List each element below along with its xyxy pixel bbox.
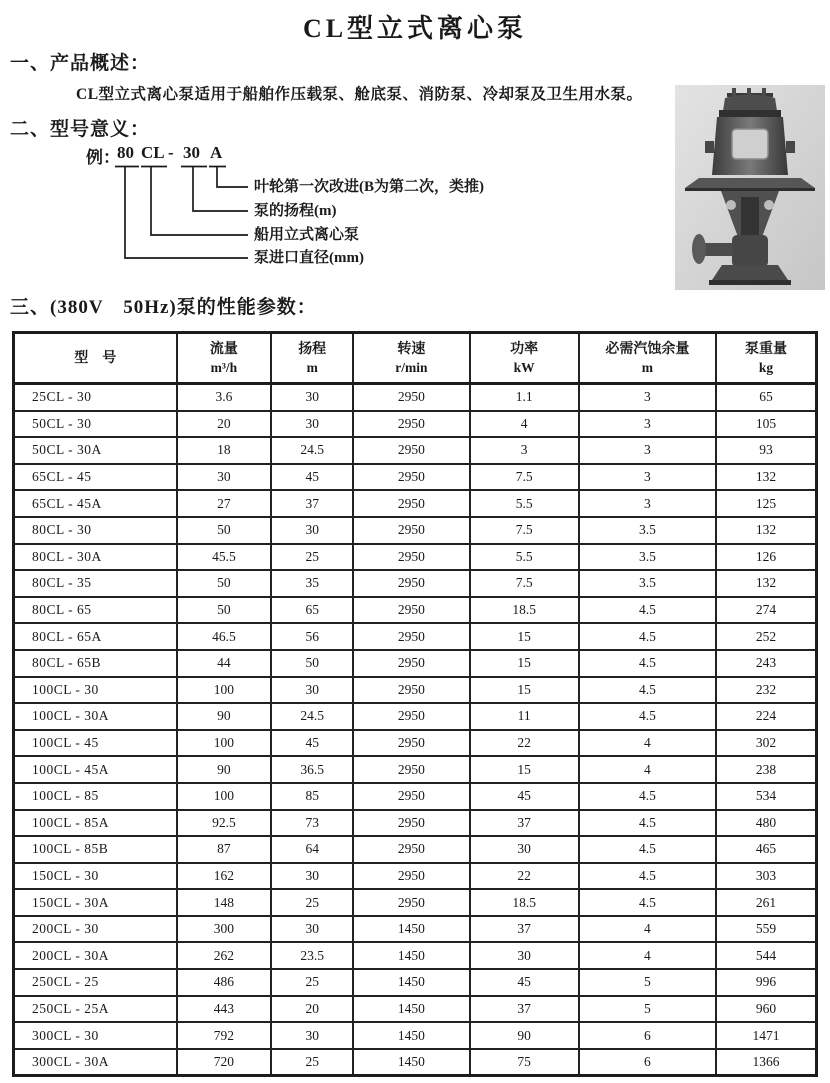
value-cell: 4 (579, 942, 716, 969)
value-cell: 18.5 (470, 597, 579, 624)
section-overview-heading: 一、产品概述： (10, 53, 151, 74)
value-cell: 36.5 (271, 756, 353, 783)
col-header-head: 扬程 m (271, 333, 353, 384)
model-cell: 80CL - 65B (14, 650, 177, 677)
table-row (14, 969, 817, 996)
model-cell: 100CL - 30A (14, 703, 177, 730)
table-row (14, 996, 817, 1023)
table-row (14, 916, 817, 943)
value-cell: 90 (177, 756, 272, 783)
value-cell: 4.5 (579, 863, 716, 890)
value-cell: 148 (177, 889, 272, 916)
value-cell: 2950 (353, 544, 469, 571)
value-cell: 480 (716, 810, 816, 837)
value-cell: 30 (271, 411, 353, 438)
value-cell: 93 (716, 437, 816, 464)
value-cell: 2950 (353, 437, 469, 464)
model-cell: 65CL - 45 (14, 464, 177, 491)
table-row (14, 650, 817, 677)
value-cell: 45 (271, 730, 353, 757)
example-code-variant: A (210, 143, 223, 162)
value-cell: 20 (177, 411, 272, 438)
model-cell: 80CL - 30A (14, 544, 177, 571)
value-cell: 2950 (353, 677, 469, 704)
value-cell: 22 (470, 863, 579, 890)
table-row (14, 730, 817, 757)
overview-paragraph: CL型立式离心泵适用于船舶作压载泵、舱底泵、消防泵、冷却泵及卫生用水泵。 (76, 86, 643, 103)
value-cell: 125 (716, 490, 816, 517)
model-cell: 200CL - 30 (14, 916, 177, 943)
value-cell: 4.5 (579, 703, 716, 730)
value-cell: 2950 (353, 597, 469, 624)
value-cell: 4.5 (579, 623, 716, 650)
model-cell: 80CL - 30 (14, 517, 177, 544)
table-row (14, 411, 817, 438)
value-cell: 65 (716, 384, 816, 411)
col-header-power: 功率 kW (470, 333, 579, 384)
value-cell: 2950 (353, 623, 469, 650)
value-cell: 4.5 (579, 597, 716, 624)
section-model-meaning-heading: 二、型号意义： (10, 119, 151, 140)
table-row (14, 517, 817, 544)
value-cell: 37 (271, 490, 353, 517)
value-cell: 37 (470, 810, 579, 837)
col-header-npsh: 必需汽蚀余量 m (579, 333, 716, 384)
model-cell: 200CL - 30A (14, 942, 177, 969)
value-cell: 5 (579, 969, 716, 996)
callout-impeller-improvement: 叶轮第一次改进(B为第二次，类推) (254, 179, 484, 195)
value-cell: 1450 (353, 969, 469, 996)
model-cell: 250CL - 25 (14, 969, 177, 996)
value-cell: 4.5 (579, 650, 716, 677)
value-cell: 25 (271, 544, 353, 571)
example-code-size: 80 (117, 143, 134, 162)
value-cell: 162 (177, 863, 272, 890)
value-cell: 544 (716, 942, 816, 969)
value-cell: 7.5 (470, 464, 579, 491)
value-cell: 465 (716, 836, 816, 863)
table-row (14, 597, 817, 624)
value-cell: 100 (177, 783, 272, 810)
table-row (14, 677, 817, 704)
value-cell: 4 (579, 916, 716, 943)
model-cell: 25CL - 30 (14, 384, 177, 411)
value-cell: 85 (271, 783, 353, 810)
value-cell: 15 (470, 677, 579, 704)
col-header-weight: 泵重量 kg (716, 333, 816, 384)
value-cell: 261 (716, 889, 816, 916)
example-code-head: 30 (183, 143, 200, 162)
value-cell: 232 (716, 677, 816, 704)
value-cell: 4 (579, 730, 716, 757)
pump-illustration (675, 85, 825, 290)
value-cell: 100 (177, 730, 272, 757)
value-cell: 2950 (353, 464, 469, 491)
value-cell: 75 (470, 1049, 579, 1076)
value-cell: 30 (271, 1022, 353, 1049)
model-cell: 100CL - 85 (14, 783, 177, 810)
value-cell: 50 (271, 650, 353, 677)
value-cell: 792 (177, 1022, 272, 1049)
table-row (14, 464, 817, 491)
value-cell: 2950 (353, 517, 469, 544)
value-cell: 27 (177, 490, 272, 517)
value-cell: 15 (470, 756, 579, 783)
col-header-flow: 流量 m³/h (177, 333, 272, 384)
col-header-speed: 转速 r/min (353, 333, 469, 384)
example-code-dash: - (168, 143, 174, 162)
table-row (14, 437, 817, 464)
value-cell: 1.1 (470, 384, 579, 411)
value-cell: 224 (716, 703, 816, 730)
value-cell: 24.5 (271, 703, 353, 730)
value-cell: 6 (579, 1022, 716, 1049)
model-cell: 50CL - 30 (14, 411, 177, 438)
value-cell: 23.5 (271, 942, 353, 969)
value-cell: 50 (177, 597, 272, 624)
value-cell: 30 (271, 677, 353, 704)
value-cell: 73 (271, 810, 353, 837)
value-cell: 3 (579, 490, 716, 517)
value-cell: 22 (470, 730, 579, 757)
value-cell: 3 (579, 411, 716, 438)
pump-photo (675, 85, 825, 290)
value-cell: 4.5 (579, 889, 716, 916)
model-cell: 50CL - 30A (14, 437, 177, 464)
value-cell: 45 (470, 783, 579, 810)
example-prefix: 例： (86, 148, 120, 167)
value-cell: 92.5 (177, 810, 272, 837)
value-cell: 20 (271, 996, 353, 1023)
value-cell: 2950 (353, 411, 469, 438)
value-cell: 18.5 (470, 889, 579, 916)
page-title: CL型立式离心泵 (302, 14, 528, 43)
value-cell: 90 (177, 703, 272, 730)
value-cell: 45.5 (177, 544, 272, 571)
value-cell: 303 (716, 863, 816, 890)
value-cell: 4.5 (579, 783, 716, 810)
example-code-type: CL (141, 143, 165, 162)
value-cell: 300 (177, 916, 272, 943)
value-cell: 486 (177, 969, 272, 996)
model-cell: 100CL - 30 (14, 677, 177, 704)
value-cell: 7.5 (470, 517, 579, 544)
value-cell: 2950 (353, 889, 469, 916)
table-row (14, 623, 817, 650)
value-cell: 132 (716, 570, 816, 597)
value-cell: 65 (271, 597, 353, 624)
value-cell: 1471 (716, 1022, 816, 1049)
value-cell: 30 (271, 863, 353, 890)
value-cell: 443 (177, 996, 272, 1023)
model-cell: 65CL - 45A (14, 490, 177, 517)
section-performance-heading: 三、(380V 50Hz)泵的性能参数： (10, 297, 317, 318)
callout-pump-type: 船用立式离心泵 (254, 227, 360, 243)
table-row (14, 703, 817, 730)
model-cell: 80CL - 35 (14, 570, 177, 597)
value-cell: 90 (470, 1022, 579, 1049)
value-cell: 3 (579, 464, 716, 491)
value-cell: 44 (177, 650, 272, 677)
performance-table (12, 331, 818, 1077)
value-cell: 2950 (353, 650, 469, 677)
model-cell: 150CL - 30 (14, 863, 177, 890)
model-cell: 300CL - 30 (14, 1022, 177, 1049)
value-cell: 15 (470, 623, 579, 650)
value-cell: 2950 (353, 384, 469, 411)
model-cell: 250CL - 25A (14, 996, 177, 1023)
value-cell: 559 (716, 916, 816, 943)
value-cell: 5 (579, 996, 716, 1023)
value-cell: 2950 (353, 730, 469, 757)
value-cell: 25 (271, 889, 353, 916)
value-cell: 2950 (353, 703, 469, 730)
value-cell: 56 (271, 623, 353, 650)
callout-inlet-diameter: 泵进口直径(mm) (254, 250, 364, 266)
value-cell: 2950 (353, 783, 469, 810)
value-cell: 4.5 (579, 677, 716, 704)
value-cell: 45 (470, 969, 579, 996)
value-cell: 126 (716, 544, 816, 571)
value-cell: 2950 (353, 810, 469, 837)
value-cell: 3 (579, 437, 716, 464)
value-cell: 1450 (353, 1049, 469, 1076)
value-cell: 4 (470, 411, 579, 438)
value-cell: 274 (716, 597, 816, 624)
value-cell: 50 (177, 517, 272, 544)
value-cell: 35 (271, 570, 353, 597)
value-cell: 37 (470, 996, 579, 1023)
model-cell: 100CL - 45A (14, 756, 177, 783)
table-row (14, 889, 817, 916)
value-cell: 4.5 (579, 836, 716, 863)
value-cell: 25 (271, 1049, 353, 1076)
table-row (14, 863, 817, 890)
value-cell: 1366 (716, 1049, 816, 1076)
value-cell: 1450 (353, 1022, 469, 1049)
table-header-row (14, 333, 817, 384)
value-cell: 105 (716, 411, 816, 438)
value-cell: 5.5 (470, 544, 579, 571)
value-cell: 996 (716, 969, 816, 996)
value-cell: 1450 (353, 996, 469, 1023)
value-cell: 30 (470, 942, 579, 969)
value-cell: 262 (177, 942, 272, 969)
model-cell: 150CL - 30A (14, 889, 177, 916)
value-cell: 87 (177, 836, 272, 863)
table-row (14, 942, 817, 969)
value-cell: 5.5 (470, 490, 579, 517)
value-cell: 37 (470, 916, 579, 943)
value-cell: 3 (470, 437, 579, 464)
value-cell: 2950 (353, 570, 469, 597)
value-cell: 4 (579, 756, 716, 783)
value-cell: 15 (470, 650, 579, 677)
table-row (14, 756, 817, 783)
value-cell: 25 (271, 969, 353, 996)
value-cell: 1450 (353, 942, 469, 969)
value-cell: 4.5 (579, 810, 716, 837)
model-cell: 300CL - 30A (14, 1049, 177, 1076)
value-cell: 2950 (353, 836, 469, 863)
value-cell: 64 (271, 836, 353, 863)
model-cell: 100CL - 45 (14, 730, 177, 757)
value-cell: 3.6 (177, 384, 272, 411)
value-cell: 18 (177, 437, 272, 464)
callout-pump-head: 泵的扬程(m) (254, 203, 337, 219)
value-cell: 2950 (353, 863, 469, 890)
value-cell: 50 (177, 570, 272, 597)
value-cell: 30 (271, 916, 353, 943)
model-cell: 100CL - 85B (14, 836, 177, 863)
value-cell: 960 (716, 996, 816, 1023)
value-cell: 11 (470, 703, 579, 730)
value-cell: 302 (716, 730, 816, 757)
table-row (14, 570, 817, 597)
value-cell: 238 (716, 756, 816, 783)
value-cell: 45 (271, 464, 353, 491)
value-cell: 100 (177, 677, 272, 704)
model-meaning-diagram (60, 143, 500, 275)
value-cell: 1450 (353, 916, 469, 943)
table-body (14, 384, 817, 1076)
value-cell: 720 (177, 1049, 272, 1076)
value-cell: 46.5 (177, 623, 272, 650)
table-row (14, 836, 817, 863)
table-row (14, 1049, 817, 1076)
value-cell: 2950 (353, 490, 469, 517)
value-cell: 30 (177, 464, 272, 491)
table-row (14, 810, 817, 837)
value-cell: 7.5 (470, 570, 579, 597)
value-cell: 3 (579, 384, 716, 411)
model-cell: 100CL - 85A (14, 810, 177, 837)
value-cell: 132 (716, 464, 816, 491)
value-cell: 30 (470, 836, 579, 863)
value-cell: 3.5 (579, 570, 716, 597)
value-cell: 252 (716, 623, 816, 650)
value-cell: 3.5 (579, 517, 716, 544)
value-cell: 24.5 (271, 437, 353, 464)
value-cell: 3.5 (579, 544, 716, 571)
value-cell: 30 (271, 517, 353, 544)
table-row (14, 490, 817, 517)
value-cell: 6 (579, 1049, 716, 1076)
value-cell: 132 (716, 517, 816, 544)
value-cell: 2950 (353, 756, 469, 783)
table-row (14, 1022, 817, 1049)
value-cell: 243 (716, 650, 816, 677)
model-cell: 80CL - 65 (14, 597, 177, 624)
col-header-model: 型 号 (14, 333, 177, 384)
value-cell: 534 (716, 783, 816, 810)
model-cell: 80CL - 65A (14, 623, 177, 650)
table-row (14, 384, 817, 411)
table-row (14, 544, 817, 571)
table-row (14, 783, 817, 810)
value-cell: 30 (271, 384, 353, 411)
